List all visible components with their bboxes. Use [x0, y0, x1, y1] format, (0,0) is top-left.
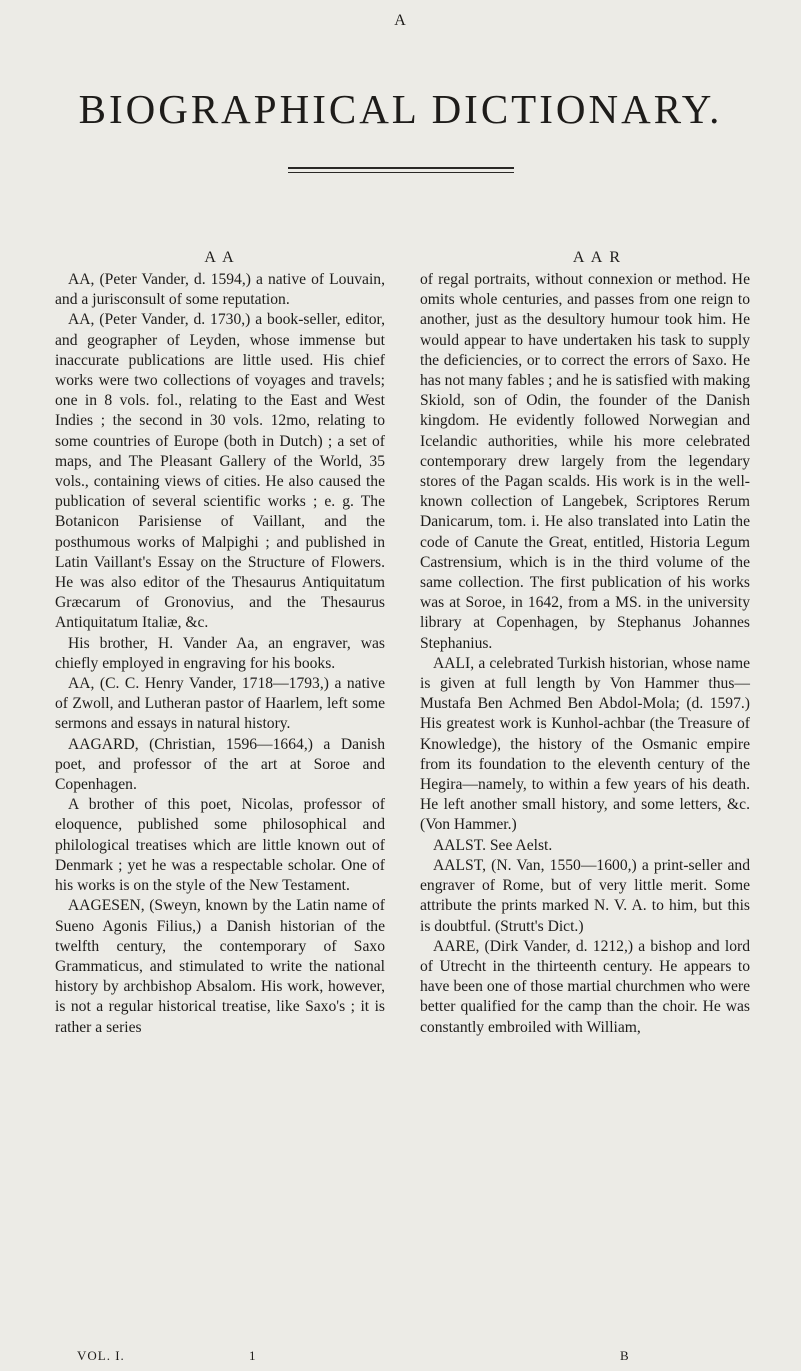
title-rule-thin	[288, 172, 514, 173]
page-number: 1	[249, 1348, 257, 1363]
entry-paragraph: AA, (Peter Vander, d. 1730,) a book-seller, editor, and geographer of Leyden, whose immense but inaccurate publications are little used. His chief works were two collections of voyages and travels; one in 8 vols. fol., relating to the East and West Indies ; the second in 30 vols. 12mo, relating to some countries of Europe (both in Dutch) ; a set of maps, and The Pleasant Gallery of the World, 35 vols., containing views of cities. He also caused the publication of several scientific works ; e. g. The Botanicon Parisiense of Vaillant, and the posthumous works of Malpighi ; and published in Latin Vaillant's Essay on the Structure of Flowers. He was also editor of the Thesaurus Antiquitatum Græcarum of Gronovius, and the Thesaurus Antiquitatum Italiæ, &c.	[55, 311, 385, 632]
entry-paragraph: His brother, H. Vander Aa, an engraver, was chiefly employed in engraving for his books.	[55, 634, 385, 672]
entry-paragraph: AAGARD, (Christian, 1596—1664,) a Danish poet, and professor of the art at Soroe and Copenhagen.	[55, 735, 385, 794]
entry-paragraph: AA, (C. C. Henry Vander, 1718—1793,) a native of Zwoll, and Lutheran pastor of Haarlem, left some sermons and essays in natural history.	[55, 675, 385, 733]
right-column-header: A A R	[572, 249, 623, 266]
entry-paragraph: AALST, (N. Van, 1550—1600,) a print-seller and engraver of Rome, but of very little merit. Some attribute the prints marked N. V. A. to him, but this is doubtful. (Strutt's Dict.)	[420, 856, 750, 935]
entry-paragraph: AALST. See Aelst.	[433, 836, 553, 854]
entry-paragraph: AA, (Peter Vander, d. 1594,) a native of Louvain, and a jurisconsult of some reputation.	[55, 271, 385, 309]
entry-paragraph: A brother of this poet, Nicolas, professor of eloquence, published some philosophical and philological treatises which are little known out of Denmark ; yet he was a respectable scholar. One of his works is on the style of the New Testament.	[55, 796, 385, 895]
right-column	[420, 248, 750, 1038]
entry-paragraph: AAGESEN, (Sweyn, known by the Latin name of Sueno Agonis Filius,) a Danish historian of the twelfth century, the contemporary of Saxo Grammaticus, and stimulated to write the national history by archbishop Absalom. His work, however, is not a regular historical treatise, like Saxo's ; it is rather a series	[55, 897, 385, 1036]
signature-mark: B	[620, 1348, 630, 1363]
entry-paragraph: of regal portraits, without connexion or method. He omits whole centuries, and passes from one reign to another, just as the desultory humour took him. He would appear to have undertaken his task to supply the deficiencies, or to correct the errors of Saxo. He has not many fables ; and he is satisfied with making Skiold, son of Odin, the founder of the Danish kingdom. He evidently followed Norwegian and Icelandic authorities, while his more celebrated contemporary drew largely from the legendary stores of the Pagan scalds. His work is in the well-known collection of Langebek, Scriptores Rerum Danicarum, tom. i. He also translated into Latin the code of Canute the Great, entitled, Historia Legum Castrensium, which is in the third volume of the same collection. The first publication of his works was at Soroe, in 1642, from a MS. in the university library at Copenhagen, by Stephanus Johannes Stephanius.	[420, 271, 751, 652]
title-rule-thick	[288, 167, 514, 169]
volume-label: VOL. I.	[77, 1348, 125, 1363]
left-column	[55, 248, 385, 1038]
left-column-header: A A	[204, 249, 236, 266]
entry-paragraph: AARE, (Dirk Vander, d. 1212,) a bishop and lord of Utrecht in the thirteenth century. He appears to have been one of those martial churchmen who were better qualified for the camp than the choir. He was constantly embroiled with William,	[420, 937, 750, 1036]
entry-paragraph: AALI, a celebrated Turkish historian, whose name is given at full length by Von Hammer thus—Mustafa Ben Achmed Ben Abdol-Mola; (d. 1597.) His greatest work is Kunhol-achbar (the Treasure of Knowledge), the history of the Osmanic empire from its foundation to the eleventh century of the Hegira—namely, to within a few years of his death. He left another small history, and some letters, &c. (Von Hammer.)	[420, 654, 750, 834]
section-letter: A	[394, 12, 407, 29]
page-title: BIOGRAPHICAL DICTIONARY.	[78, 86, 723, 133]
